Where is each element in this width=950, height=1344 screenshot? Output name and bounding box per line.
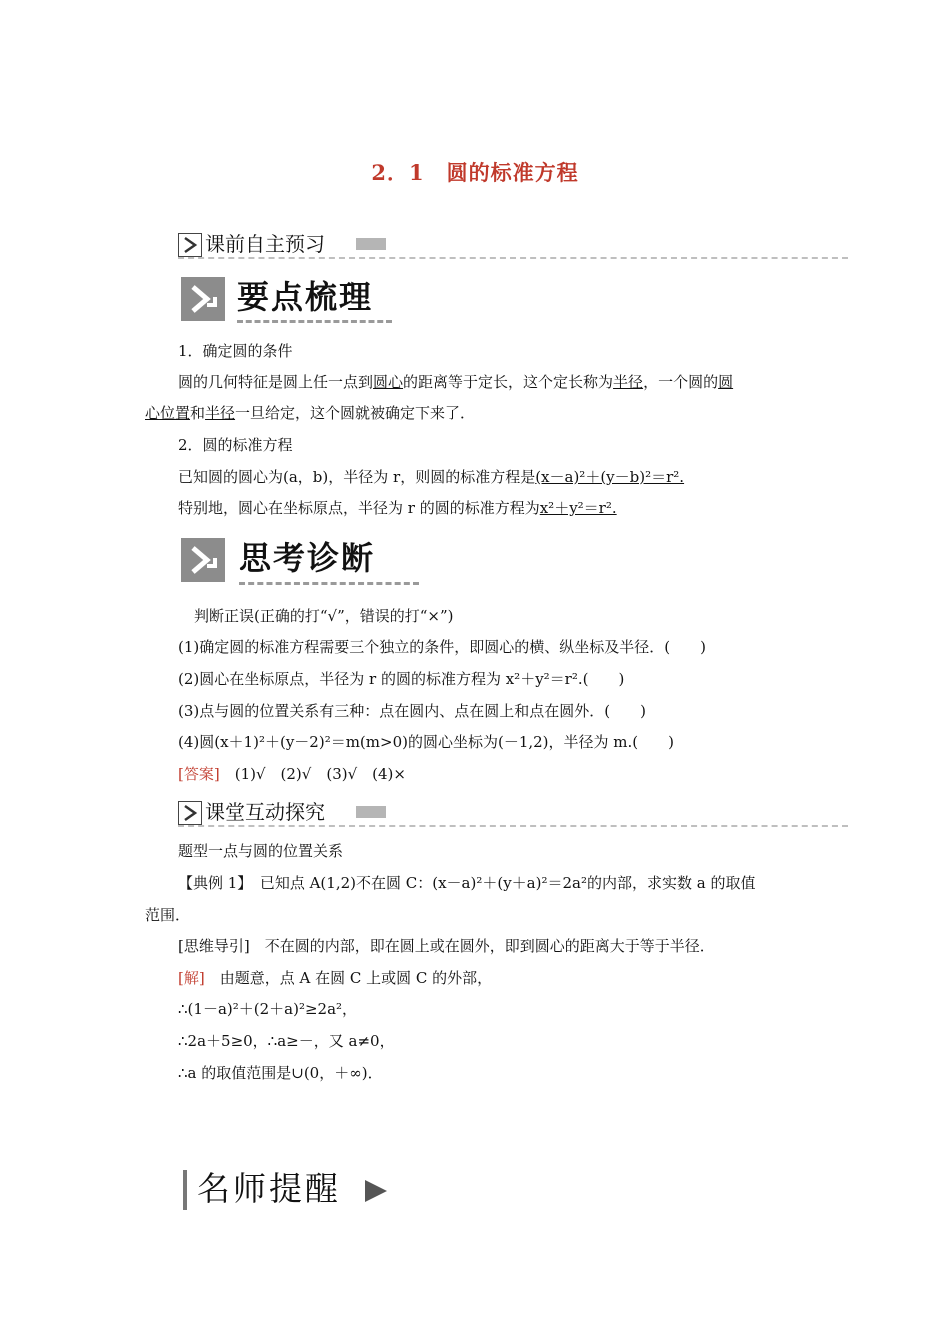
solution-label: [解] (178, 969, 205, 987)
heading-underline (237, 320, 392, 323)
banner-bar (356, 806, 386, 818)
section-label: 课前自主预习 (205, 232, 325, 256)
heading-label: 要点梳理 (237, 278, 374, 316)
heading-bar (183, 1170, 187, 1210)
blank-answer: 半径 (205, 404, 236, 422)
think-answer (178, 763, 406, 785)
section-banner-preview (178, 231, 848, 261)
banner-line (178, 257, 848, 259)
arrow-icon (181, 277, 225, 321)
heading-underline (239, 582, 419, 585)
banner-line (178, 825, 848, 827)
blank-answer: 半径 (613, 373, 644, 391)
answer-text: (1)√ (2)√ (3)√ (4)× (234, 765, 406, 783)
key-point-1-title: 1．确定圆的条件 (178, 342, 293, 360)
key-point-2-line-1: 已知圆的圆心为(a，b)，半径为 r，则圆的标准方程是(x－a)²＋(y－b)²＝r². (178, 468, 685, 486)
blank-answer: x²＋y²＝r². (539, 499, 617, 517)
heading-think (181, 538, 426, 588)
key-point-2-title: 2．圆的标准方程 (178, 436, 293, 454)
solution-line-1: [解] 由题意，点 A 在圆 C 上或圆 C 的外部， (178, 969, 493, 987)
heading-label: 名师提醒 (197, 1169, 341, 1208)
key-point-1-line-1: 圆的几何特征是圆上任一点到圆心的距离等于定长，这个定长称为半径，一个圆的圆 (178, 373, 734, 391)
solution-line-4: ∴a 的取值范围是∪(0，＋∞)． (178, 1064, 383, 1082)
teacher-tip-heading (183, 1166, 403, 1214)
blank-answer: 圆心 (373, 373, 404, 391)
think-intro: 判断正误(正确的打“√”，错误的打“×”) (194, 607, 454, 625)
arrow-icon (181, 538, 225, 582)
solution-line-2: ∴(1－a)²＋(2＋a)²≥2a²， (178, 1000, 358, 1018)
answer-label: [答案] (178, 765, 220, 783)
page-title: 2．1 圆的标准方程 (371, 160, 579, 185)
heading-key-points (181, 277, 396, 327)
section-label: 课堂互动探究 (205, 800, 325, 824)
think-item: (1)确定圆的标准方程需要三个独立的条件，即圆心的横、纵坐标及半径．( ) (178, 638, 706, 656)
think-item: (3)点与圆的位置关系有三种：点在圆内、点在圆上和点在圆外．( ) (178, 702, 646, 720)
arrow-icon (178, 801, 202, 825)
solution-line-3: ∴2a＋5≥0，∴a≥－，又 a≠0， (178, 1032, 395, 1050)
blank-answer: 圆 (718, 373, 734, 391)
heading-label: 思考诊断 (239, 539, 376, 577)
key-point-2-line-2: 特别地，圆心在坐标原点，半径为 r 的圆的标准方程为x²＋y²＝r². (178, 499, 617, 517)
blank-answer: 心位置 (145, 404, 191, 422)
arrow-icon (178, 233, 202, 257)
example-question-line-1: 【典例 1】 已知点 A(1,2)不在圆 C：(x－a)²＋(y＋a)²＝2a²的内部，求实数 a 的取值 (178, 874, 756, 892)
play-arrow-icon (363, 1178, 389, 1208)
section-banner-class (178, 799, 848, 829)
blank-answer: (x－a)²＋(y－b)²＝r². (535, 468, 685, 486)
example-label: 【典例 1】 (178, 874, 245, 892)
example-question-line-2: 范围． (145, 906, 191, 924)
banner-bar (356, 238, 386, 250)
think-item: (4)圆(x＋1)²＋(y－2)²＝m(m>0)的圆心坐标为(－1,2)，半径为 m.( ) (178, 733, 674, 751)
key-point-1-line-2: 心位置和半径一旦给定，这个圆就被确定下来了． (145, 404, 476, 422)
think-item: (2)圆心在坐标原点，半径为 r 的圆的标准方程为 x²＋y²＝r².( ) (178, 670, 625, 688)
example-hint: [思维导引] 不在圆的内部，即在圆上或在圆外，即到圆心的距离大于等于半径． (178, 937, 715, 955)
example-topic: 题型一点与圆的位置关系 (178, 842, 344, 860)
